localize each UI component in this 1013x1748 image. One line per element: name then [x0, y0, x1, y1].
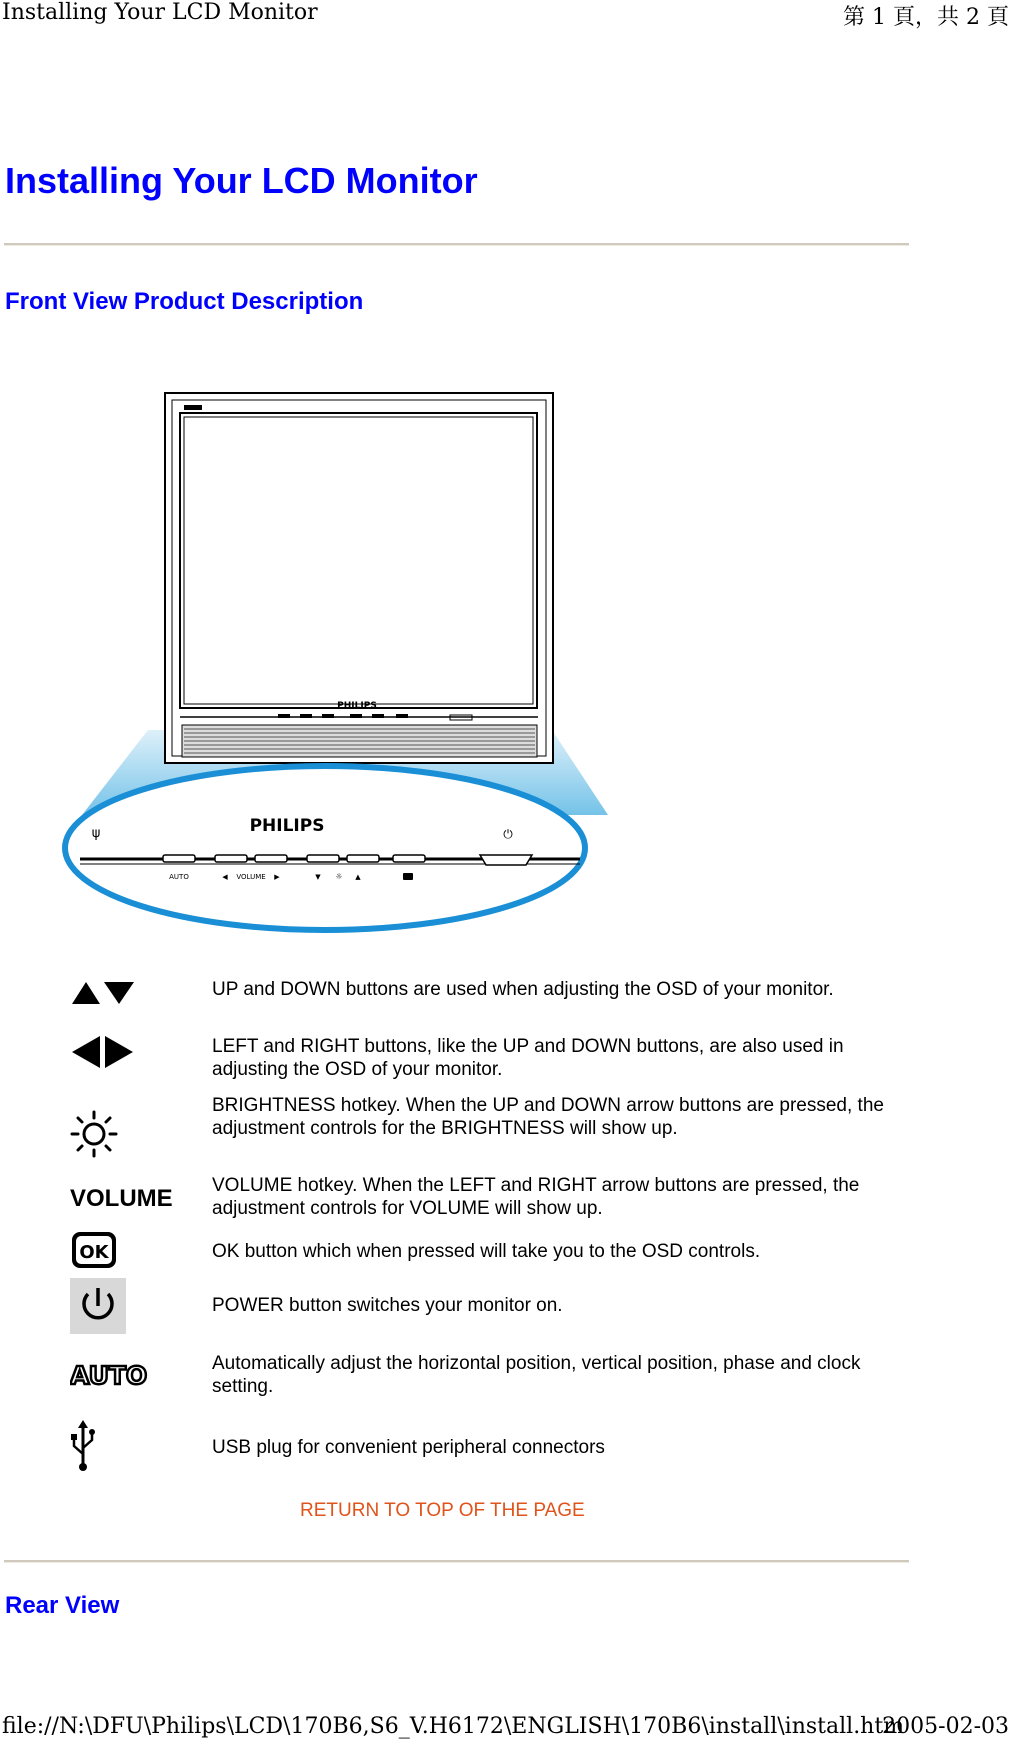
usb-symbol-icon: ψ [91, 826, 101, 841]
ok-icon [70, 1230, 118, 1270]
mini-button [278, 714, 290, 718]
print-header-page: 第 1 頁，共 2 頁 [843, 5, 1009, 30]
control-description: UP and DOWN buttons are used when adjusting the OSD of your monitor. [212, 979, 834, 1000]
monitor-front-illustration [60, 385, 660, 945]
rear-view-heading: Rear View [5, 1592, 120, 1619]
print-footer-path: file://N:\DFU\Philips\LCD\170B6,S6_V.H6172\ENGLISH\170B6\install\install.htm [2, 1714, 905, 1739]
power-button [480, 855, 532, 865]
up-button [347, 855, 379, 862]
brand-small: PHILIPS [337, 701, 377, 711]
power-symbol-icon: ⏻ [503, 827, 513, 841]
usb-icon [70, 1420, 96, 1472]
ok-icon-label: OK [79, 1242, 109, 1263]
brightness-mark-icon: ☼ [335, 872, 343, 881]
up-arrow-icon: ▲ [355, 873, 361, 881]
auto-caption: AUTO [169, 873, 189, 881]
up-down-arrows-icon [70, 980, 136, 1006]
zoom-ellipse [65, 766, 585, 930]
mini-button [350, 714, 362, 718]
auto-icon [70, 1360, 150, 1388]
volume-caption: VOLUME [236, 873, 266, 881]
auto-button [163, 855, 195, 862]
brand-large: PHILIPS [249, 816, 325, 836]
print-header [0, 0, 1013, 30]
print-header-title: Installing Your LCD Monitor [2, 0, 318, 25]
right-button [255, 855, 287, 862]
mini-button [396, 714, 408, 718]
down-arrow-icon: ▼ [315, 873, 321, 881]
mini-button [322, 714, 334, 718]
auto-icon-label: AUTO [70, 1361, 148, 1388]
front-view-heading: Front View Product Description [5, 288, 364, 315]
control-description: POWER button switches your monitor on. [212, 1295, 563, 1316]
left-arrow-icon: ◀ [222, 873, 228, 881]
right-arrow-icon: ▶ [274, 873, 280, 881]
page-title: Installing Your LCD Monitor [5, 160, 478, 201]
return-to-top-link[interactable]: RETURN TO TOP OF THE PAGE [300, 1500, 585, 1521]
down-button [307, 855, 339, 862]
left-right-arrows-icon [70, 1034, 136, 1070]
control-description: VOLUME hotkey. When the LEFT and RIGHT arrow buttons are pressed, the adjustment controls for VOLUME will show up. [212, 1175, 860, 1219]
brightness-icon [70, 1110, 118, 1158]
divider [4, 1560, 909, 1563]
control-description: USB plug for convenient peripheral connectors [212, 1437, 605, 1458]
mini-button [372, 714, 384, 718]
control-description: LEFT and RIGHT buttons, like the UP and DOWN buttons, are also used in adjusting the OSD of your monitor. [212, 1036, 844, 1080]
print-footer [0, 1714, 1013, 1744]
print-footer-date: 2005-02-03 [882, 1714, 1009, 1739]
monitor-screen [180, 413, 537, 708]
ok-button [393, 855, 425, 862]
ok-mark-icon [403, 873, 413, 880]
control-description: BRIGHTNESS hotkey. When the UP and DOWN arrow buttons are pressed, the adjustment controls for the BRIGHTNESS will show up. [212, 1095, 884, 1139]
mini-button [300, 714, 312, 718]
divider [4, 243, 909, 246]
left-button [215, 855, 247, 862]
control-description: OK button which when pressed will take you to the OSD controls. [212, 1241, 761, 1262]
volume-label: VOLUME [70, 1185, 173, 1212]
power-icon [70, 1278, 126, 1334]
speaker-grille-lines [184, 729, 535, 753]
control-description: Automatically adjust the horizontal position, vertical position, phase and clock setting. [212, 1353, 861, 1397]
model-badge [184, 405, 202, 410]
